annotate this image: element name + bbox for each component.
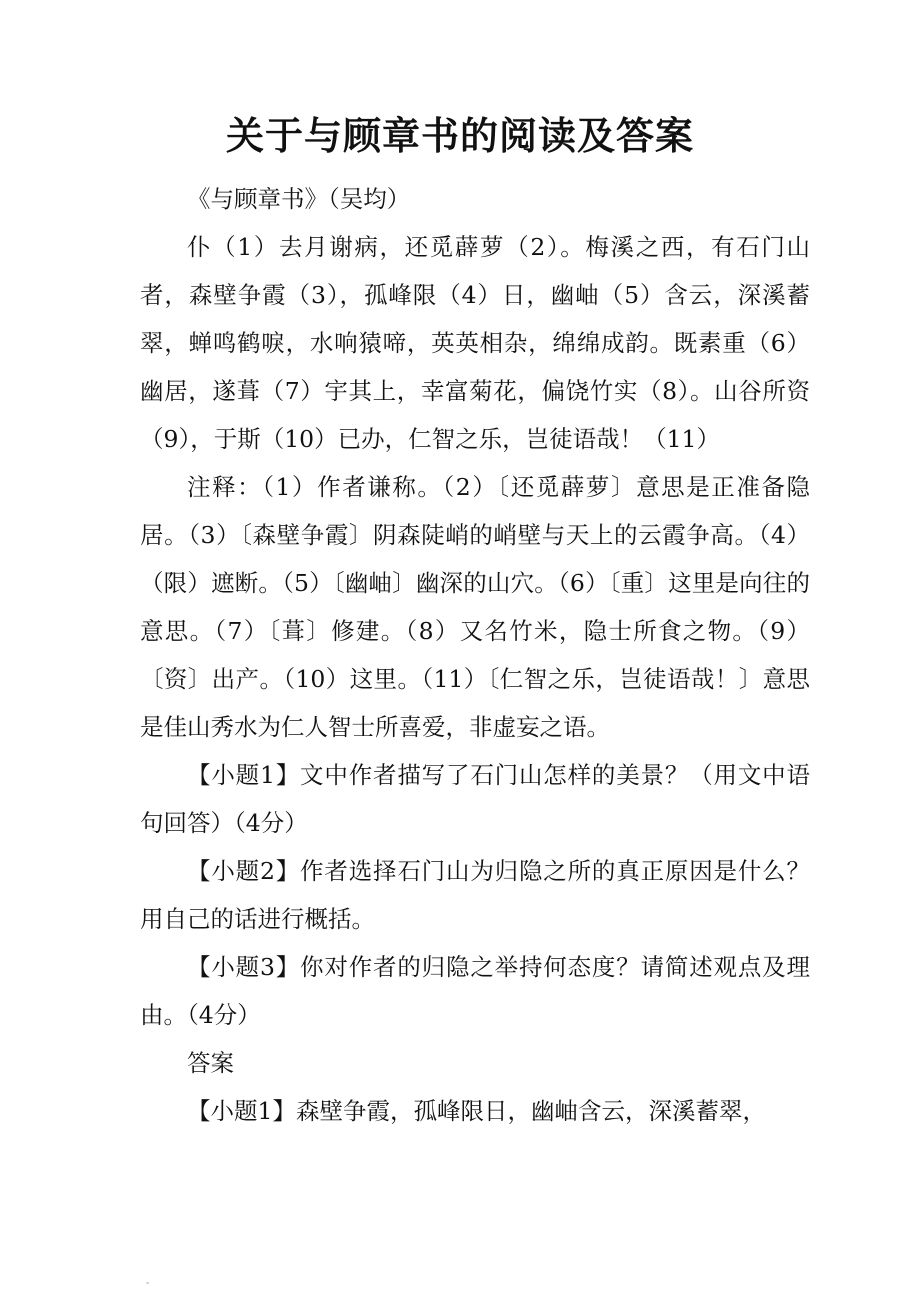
source-line: 《与顾章书》（吴均）	[187, 185, 411, 213]
answer-heading: 答案	[187, 1049, 234, 1077]
question-3: 【小题3】你对作者的归隐之举持何态度？请简述观点及理由。（4分）	[140, 953, 810, 1029]
page-footer-mark	[146, 1282, 149, 1284]
document-title: 关于与顾章书的阅读及答案	[225, 113, 694, 158]
annotation-paragraph: 注释：（1）作者谦称。（2）〔还觅薜萝〕意思是正准备隐居。（3）〔森壁争霞〕阴森陡峭的峭壁与天上的云霞争高。（4）（限）遮断。（5）〔幽岫〕幽深的山穴。（6）〔重〕这里是向往的意思。（7）〔葺〕修建。（8）又名竹米，隐士所食之物。（9）〔资〕出产。（10）这里。（11）〔仁智之乐，岂徒语哉！〕意思是佳山秀水为仁人智士所喜爱，非虚妄之语。	[140, 473, 810, 741]
document-body	[140, 175, 810, 1135]
question-2: 【小题2】作者选择石门山为归隐之所的真正原因是什么？用自己的话进行概括。	[140, 857, 810, 933]
answer-1: 【小题1】森壁争霞，孤峰限日，幽岫含云，深溪蓄翠，	[187, 1097, 766, 1125]
question-1: 【小题1】文中作者描写了石门山怎样的美景？（用文中语句回答）（4分）	[140, 761, 810, 837]
original-text-paragraph: 仆（1）去月谢病，还觅薜萝（2）。梅溪之西，有石门山者，森壁争霞（3），孤峰限（4）日，幽岫（5）含云，深溪蓄翠，蝉鸣鹤唳，水响猿啼，英英相杂，绵绵成韵。既素重（6）幽居，遂葺（7）宇其上，幸富菊花，偏饶竹实（8）。山谷所资（9），于斯（10）已办，仁智之乐，岂徒语哉！（11）	[140, 233, 810, 453]
